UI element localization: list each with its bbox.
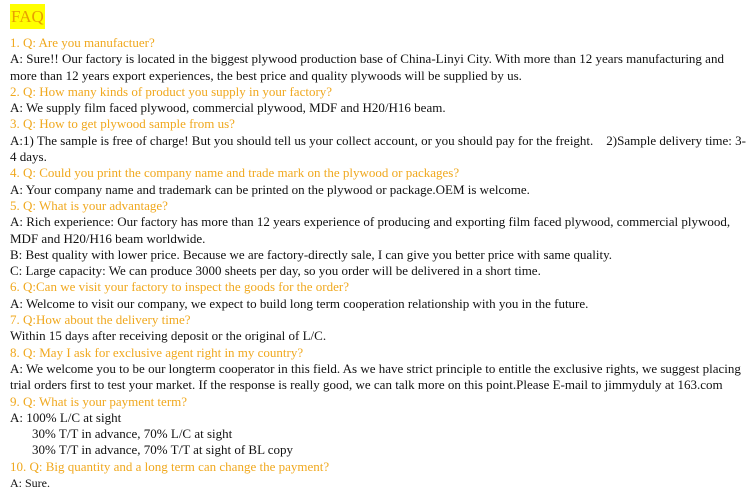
faq-heading: FAQ xyxy=(10,4,45,29)
faq-item-8 xyxy=(10,345,746,394)
faq-page xyxy=(10,4,746,491)
faq-list xyxy=(10,35,746,491)
faq-item-5 xyxy=(10,198,746,279)
faq-answer: A: We welcome you to be our longterm cooperator in this field. As we have strict principle to entitle the exclusive rights, we suggest placing trial orders first to test your market. If the response is really good, we can talk more on this point.Please E-mail to jimmyduly at 163.com xyxy=(10,360,741,393)
faq-item-3 xyxy=(10,116,746,165)
faq-question: 4. Q: Could you print the company name and trade mark on the plywood or packages? xyxy=(10,165,460,181)
faq-question: 1. Q: Are you manufactuer? xyxy=(10,35,155,50)
faq-question: 5. Q: What is your advantage? xyxy=(10,197,168,213)
faq-item-4 xyxy=(10,165,746,198)
faq-item-10 xyxy=(10,459,746,492)
faq-answer: Within 15 days after receiving deposit or the original of L/C. xyxy=(10,328,327,344)
faq-answer: A: We supply film faced plywood, commercial plywood, MDF and H20/H16 beam. xyxy=(10,100,446,116)
faq-item-7 xyxy=(10,312,746,345)
faq-answer-line-b: B: Best quality with lower price. Because we are factory-directly sale, I can give you better price with same quality. xyxy=(10,246,612,262)
faq-question: 8. Q: May I ask for exclusive agent right in my country? xyxy=(10,344,304,360)
faq-answer: A: Sure!! Our factory is located in the biggest plywood production base of China-Linyi City. With more than 12 years manufacturing and more than 12 years export experiences, the best price and quality plywoods will be supplied by us. xyxy=(10,51,724,83)
faq-answer xyxy=(10,214,746,279)
faq-question: 2. Q: How many kinds of product you supply in your factory? xyxy=(10,83,333,99)
faq-answer-line-a: A: 100% L/C at sight xyxy=(10,409,122,425)
faq-answer-line-a: A: Rich experience: Our factory has more than 12 years experience of producing and exporting film faced plywood, commercial plywood, MDF and H20/H16 beam worldwide. xyxy=(10,214,731,246)
faq-answer xyxy=(10,410,746,459)
faq-question: 10. Q: Big quantity and a long term can change the payment? xyxy=(10,458,330,474)
faq-item-6 xyxy=(10,279,746,312)
faq-question: 7. Q:How about the delivery time? xyxy=(10,312,191,328)
faq-answer: A: Welcome to visit our company, we expect to build long term cooperation relationship with you in the future. xyxy=(10,295,589,311)
faq-answer-line-c: C: Large capacity: We can produce 3000 sheets per day, so you order will be delivered in a short time. xyxy=(10,263,541,279)
faq-answer-line-c: 30% T/T in advance, 70% T/T at sight of BL copy xyxy=(32,442,294,458)
faq-question: 3. Q: How to get plywood sample from us? xyxy=(10,116,235,132)
faq-answer-line-b: 30% T/T in advance, 70% L/C at sight xyxy=(32,426,233,442)
faq-question: 6. Q:Can we visit your factory to inspect the goods for the order? xyxy=(10,279,349,295)
faq-answer: A: Sure. xyxy=(10,476,50,491)
faq-item-9 xyxy=(10,394,746,459)
faq-item-1 xyxy=(10,35,746,84)
faq-answer: A:1) The sample is free of charge! But you should tell us your collect account, or you should pay for the freight. 2)Sample delivery time: 3-4 days. xyxy=(10,132,746,165)
faq-item-2 xyxy=(10,84,746,117)
faq-question: 9. Q: What is your payment term? xyxy=(10,393,188,409)
faq-answer: A: Your company name and trademark can be printed on the plywood or package.OEM is welcome. xyxy=(10,181,530,197)
